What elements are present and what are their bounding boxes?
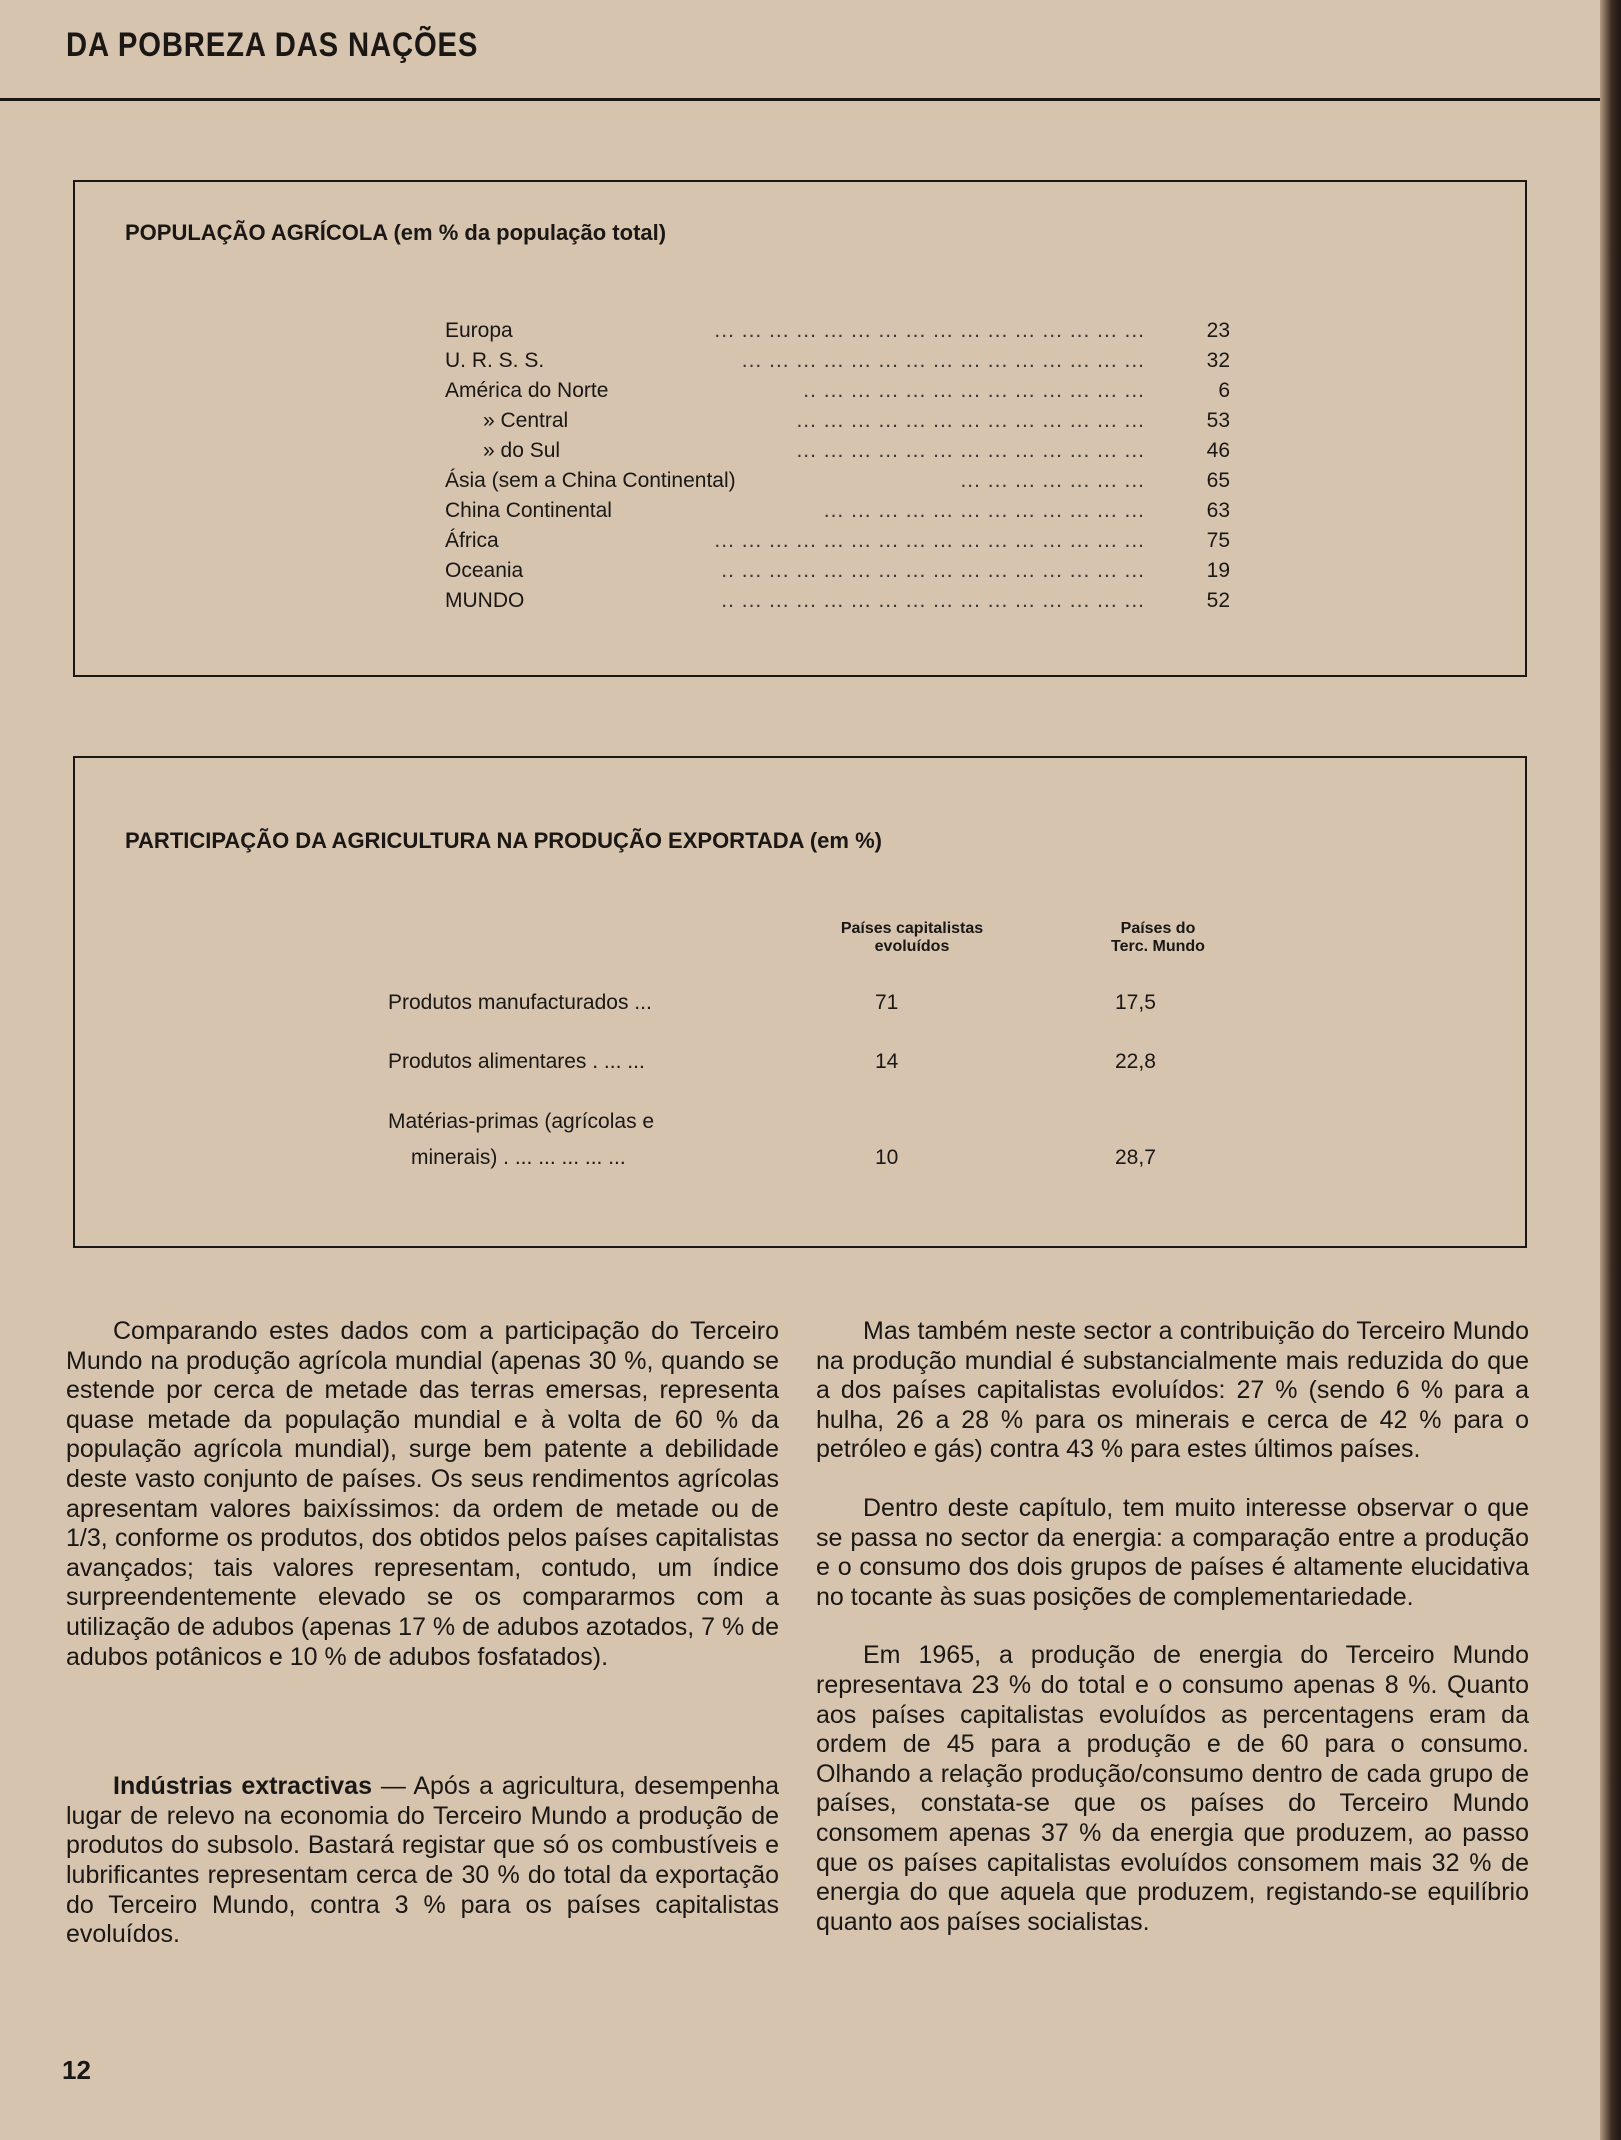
paragraph [66,1772,779,1950]
row-label: Ásia (sem a China Continental) [445,469,736,492]
row-label: China Continental [445,499,612,522]
page-number: 12 [62,2055,91,2085]
column-header-line: Países capitalistas [840,920,984,937]
leader-dots: ... ... ... ... ... ... ... [960,469,1145,492]
column-header-third-world [1078,920,1238,956]
paragraph-gap [66,1672,779,1772]
row-label: América do Norte [445,379,609,402]
leader-dots: ... ... ... ... ... ... ... ... ... ... ... ... ... ... ... [741,349,1145,372]
paragraph: Dentro deste capítulo, tem muito interesse observar o que se passa no sector da energia: a comparação entre a produção e o consumo dos dois grupos de países é altamente elucidativa no tocante às suas posições de complementariedade. [816,1493,1529,1611]
table-row [445,469,1230,499]
cell-value: 14 [875,1050,899,1073]
table-row [445,409,1230,439]
table-row [445,319,1230,349]
row-label: Oceania [445,559,524,582]
table-title: PARTICIPAÇÃO DA AGRICULTURA NA PRODUÇÃO EXPORTADA (em %) [125,828,882,853]
leader-dots: ... ... ... ... ... ... ... ... ... ... ... ... [823,499,1145,522]
row-value: 65 [1206,469,1230,492]
row-label: Matérias-primas (agrícolas e [388,1110,655,1133]
row-value: 6 [1218,379,1230,402]
cell-value: 22,8 [1115,1050,1156,1073]
row-label: Europa [445,319,513,342]
row-label: MUNDO [445,589,525,612]
binding-shadow [1600,0,1621,2140]
row-value: 63 [1206,499,1230,522]
agriculture-exports-table [73,756,1527,1248]
row-label: » Central [483,409,569,432]
row-label: minerais) . ... ... ... ... ... [411,1146,626,1169]
row-value: 75 [1206,529,1230,552]
row-label: África [445,529,499,552]
paragraph-gap [816,1465,1529,1494]
agricultural-population-table [73,180,1527,677]
leader-dots: ... ... ... ... ... ... ... ... ... ... ... ... ... [796,409,1145,432]
table-row [445,379,1230,409]
row-label: U. R. S. S. [445,349,545,372]
row-label: Produtos manufacturados ... [388,991,652,1014]
table-title: POPULAÇÃO AGRÍCOLA (em % da população total) [125,220,667,245]
column-header-line: Países do [1120,920,1196,937]
table-row [445,529,1230,559]
leader-dots: ... ... ... ... ... ... ... ... ... ... ... ... ... ... ... ... [714,319,1145,342]
leader-dots: .. ... ... ... ... ... ... ... ... ... ... ... ... [803,379,1145,402]
paragraph: Mas também neste sector a contribuição do Terceiro Mundo na produção mundial é substancialmente mais reduzida do que a dos países capitalistas evoluídos: 27 % (sendo 6 % para a hulha, 26 a 28 % para os minerais e cerca de 42 % para o petróleo e gás) contra 43 % para estes últimos países. [816,1317,1529,1464]
running-header: DA POBREZA DAS NAÇÕES [66,26,479,64]
paragraph: Comparando estes dados com a participação do Terceiro Mundo na produção agrícola mundial (apenas 30 %, quando se estende por cerca de metade das terras emersas, representa quase metade da população mundial e à volta de 60 % da população agrícola mundial), surge bem patente a debilidade deste vasto conjunto de países. Os seus rendimentos agrícolas apresentam valores baixíssimos: da ordem de metade ou de 1/3, conforme os produtos, dos obtidos pelos países capitalistas avançados; tais valores representam, contudo, um índice surpreendentemente elevado se os compararmos com a utilização de adubos (apenas 17 % de adubos azotados, 7 % de adubos potânicos e 10 % de adubos fosfatados). [66,1317,780,1671]
column-header-capitalist [797,920,1027,956]
row-label: » do Sul [483,439,561,462]
row-value: 53 [1206,409,1230,432]
table-row [445,589,1230,619]
header-rule [0,98,1612,101]
row-label: Produtos alimentares . ... ... [388,1050,645,1073]
table-row [445,439,1230,469]
row-value: 23 [1206,319,1230,342]
paragraph-gap [816,1612,1529,1641]
cell-value: 28,7 [1115,1146,1156,1169]
row-value: 32 [1206,349,1230,372]
text-column-left [66,1317,779,1950]
paragraph: Em 1965, a produção de energia do Terceiro Mundo representava 23 % do total e o consumo apenas 8 %. Quanto aos países capitalistas evoluídos as percentagens eram da ordem de 45 para a produção e de 60 para o consumo. Olhando a relação produção/consumo dentro de cada grupo de países, constata-se que os países do Terceiro Mundo consomem apenas 37 % da energia que produzem, ao passo que os países capitalistas evoluídos consomem mais 32 % de energia do que aquela que produzem, registando-se equilíbrio quanto aos países socialistas. [816,1641,1529,1936]
leader-dots: .. ... ... ... ... ... ... ... ... ... ... ... ... ... ... ... [721,589,1145,612]
leader-dots: .. ... ... ... ... ... ... ... ... ... ... ... ... ... ... ... [721,559,1145,582]
row-value: 52 [1206,589,1230,612]
cell-value: 17,5 [1115,991,1156,1014]
table-row [445,349,1230,379]
table-row [445,499,1230,529]
section-lead: Indústrias extractivas [113,1772,372,1801]
leader-dots: ... ... ... ... ... ... ... ... ... ... ... ... ... ... ... ... [714,529,1145,552]
cell-value: 10 [875,1146,899,1169]
table-row [445,559,1230,589]
row-value: 46 [1206,439,1230,462]
paragraph-text: — Após a agricultura, desempenha lugar de relevo na economia do Terceiro Mundo a produção de produtos do subsolo. Bastará registar que só os combustíveis e lubrificantes representam cerca de 30 % do total da exportação do Terceiro Mundo, contra 3 % para os países capitalistas evoluídos. [66,1772,779,1949]
text-column-right [816,1317,1529,1937]
row-value: 19 [1206,559,1230,582]
leader-dots: ... ... ... ... ... ... ... ... ... ... ... ... ... [796,439,1145,462]
cell-value: 71 [875,991,899,1014]
column-header-line: Terc. Mundo [1111,938,1205,955]
column-header-line: evoluídos [874,938,950,955]
